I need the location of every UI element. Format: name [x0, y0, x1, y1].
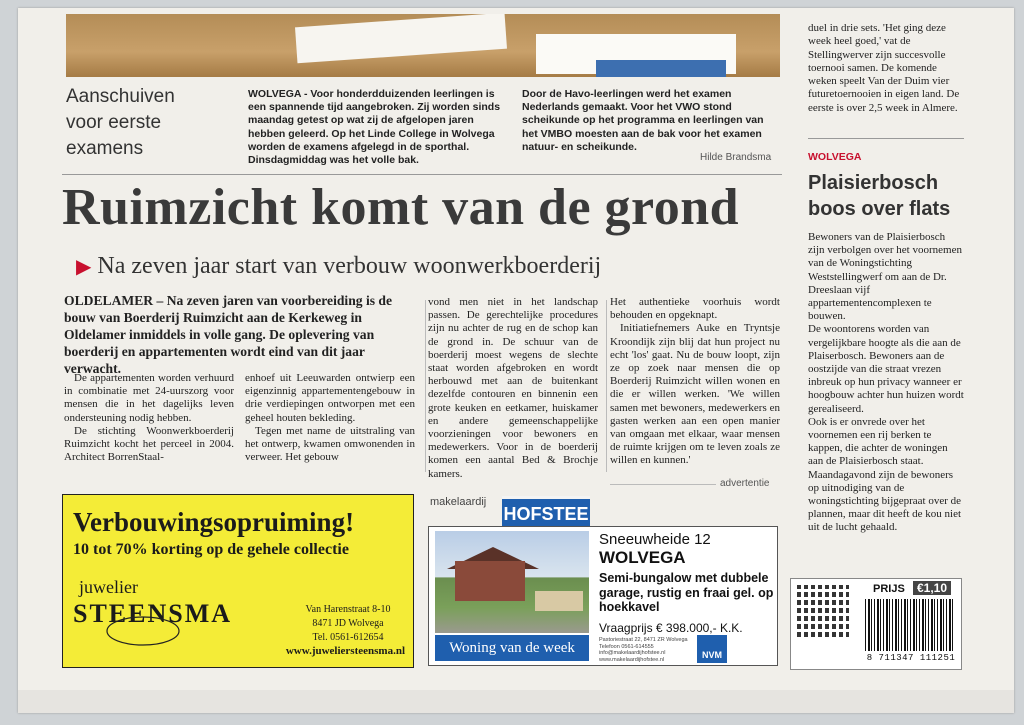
hofstee-logo: HOFSTEE: [502, 496, 590, 529]
paragraph: Het authentieke voorhuis wordt behouden en opgeknapt.: [610, 296, 780, 322]
kicker-line: voor eerste: [66, 112, 162, 133]
hofstee-ad[interactable]: [426, 494, 778, 666]
price-box: [790, 578, 962, 670]
paragraph: enhoef uit Leeuwarden ontwierp een eigenzinnig appartementengebouw in drie verdiepingen ontworpen met een geheel houten bekleding.: [245, 372, 415, 424]
contact-line: Pastoriestraat 22, 8471 ZR Wolvega: [599, 637, 688, 643]
ad-subtitle: 10 tot 70% korting op de gehele collectie: [73, 541, 349, 558]
garage: [535, 591, 583, 611]
nvm-logo: NVM: [697, 635, 727, 663]
paragraph: Tegen met name de uitstraling van het ontwerp, kwamen omwonenden in verweer. Het gebouw: [245, 424, 415, 464]
paragraph: Ook is er onvrede over het voornemen een rij berken te kappen, die achter de woningen aan de Plaisierbosch staat. Maandagavond zijn de bewoners op uitnodiging van de woningstichting bijgepraat over de plannen, maar dit heeft de kou niet uit de lucht gehaald.: [808, 415, 962, 534]
house-price: Vraagprijs € 398.000,- K.K.: [599, 621, 743, 635]
contact-line: www.makelaardijhofstee.nl: [599, 656, 665, 663]
main-headline: Ruimzicht komt van de grond: [62, 179, 740, 236]
barcode-number: 8 711347 111251: [866, 653, 956, 663]
qr-code-pattern: [797, 585, 849, 637]
makelaardij-label: makelaardij: [430, 496, 487, 508]
house-photo: [435, 531, 589, 633]
advertentie-label: advertentie: [720, 478, 770, 489]
paragraph: Initiatiefnemers Auke en Tryntsje Kroondijk zijn blij dat hun project nu echt 'los' gaat. Nu de bouw loopt, zijn ze op zoek naar mensen die op Boerderij Ruimzicht willen wonen en die er willen werken. 'We willen samen met bewoners, medewerkers en gasten werken aan een open manier van omgaan met elkaar, waar mensen de ruimte krijgen om te leven zoals ze willen en kunnen.': [610, 322, 780, 467]
house-body: [455, 561, 525, 601]
divider: [610, 484, 716, 485]
subhead-text: Na zeven jaar start van verbouw woonwerkboerderij: [97, 253, 602, 279]
woning-banner: Woning van de week: [435, 635, 589, 661]
photo-credit: Hilde Brandsma: [700, 152, 772, 163]
address-line: Tel. 0561-612654: [312, 632, 384, 643]
paragraph: De stichting Woonwerkboerderij Ruimzicht kocht het perceel in 2004. Architect BorrenStaal-: [64, 424, 234, 464]
paragraph: vond men niet in het landschap passen. De gerechtelijke procedures zijn nu achter de rug en de schop kan de grond in. De schuur van de boerderij moest wegens de slechte staat worden afgebroken en wordt herbouwd met aan de buitenkant dezelfde contouren en binnenin een grote keuken en eetkamer, huiskamer en andere gemeenschappelijke voorzieningen voor bewoners en medewerkers. Voor in de boerderij komen een aantal Bed & Brochje kamers.: [428, 296, 598, 480]
top-story-kicker: [66, 84, 186, 162]
ad-address: [293, 603, 403, 645]
juwelier-ad[interactable]: [62, 494, 414, 668]
divider: [808, 138, 964, 139]
main-subhead: [76, 253, 776, 280]
article-column-2: [245, 372, 415, 464]
column-divider: [606, 300, 607, 472]
address-line: Van Harenstraat 8-10: [305, 604, 391, 615]
ad-website[interactable]: www.juweliersteensma.nl: [285, 645, 405, 657]
top-story-intro-left: WOLVEGA - Voor honderdduizenden leerlingen is een spannende tijd aangebroken. Zij worden sinds maandag getest op wat zij de afgelopen jaren hebben geleerd. Op het Linde College in Wolvega worden de examens afgelegd in de sporthal. Dinsdagmiddag was het volle bak.: [248, 88, 501, 167]
price-label: PRIJS: [873, 583, 905, 595]
side-article-body: [808, 231, 964, 535]
sport-story-tail: duel in drie sets. 'Het ging deze week heel goed,' vat de Stellingwerver zijn succesvolle toernooi samen. De komende weken speelt Van der Duim vier futuretoernooien in eigen land. De eerste is over 2,5 week in Almere.: [808, 22, 960, 114]
page-bottom-margin: [18, 690, 1014, 713]
side-headline: Plaisierbosch boos over flats: [808, 172, 951, 220]
paragraph: De appartementen worden verhuurd in combinatie met 24-uurszorg voor mensen die in het dagelijks leven ondersteuning nodig hebben.: [64, 372, 234, 424]
house-description: Semi-bungalow met dubbele garage, rustig en fraai gel. op hoekkavel: [599, 571, 774, 614]
ad-title: Verbouwingsopruiming!: [73, 507, 355, 537]
paragraph: Bewoners van de Plaisierbosch zijn verbolgen over het voornemen van de Woningstichting Weststellingwerf om aan de Dr. Dreeslaan vijf appartementencomplexen te bouwen.: [808, 231, 962, 323]
kicker-line: examens: [66, 138, 144, 159]
ad-brand-name: STEENSMA: [73, 599, 233, 628]
barcode-icon: [865, 599, 955, 651]
article-column-1: [64, 372, 234, 464]
contact-line: Telefoon 0561-614555: [599, 643, 654, 650]
hofstee-frame: [428, 526, 778, 666]
house-street: Sneeuwheide 12: [599, 531, 711, 548]
ring-logo-icon: [103, 611, 183, 651]
exam-photo: [66, 14, 780, 77]
address-line: 8471 JD Wolvega: [312, 618, 384, 629]
contact-line: info@makelaardijhofstee.nl: [599, 650, 666, 656]
top-story-intro-right: Door de Havo-leerlingen werd het examen Nederlands gemaakt. Voor het VWO stond scheikunde op het programma en leerlingen van het VMBO moesten aan de bak voor het examen natuur- en scheikunde.: [522, 88, 764, 153]
kicker-line: Aanschuiven: [66, 86, 175, 107]
ad-juwelier-label: juwelier: [79, 577, 138, 597]
arrow-icon: ▶: [76, 256, 92, 278]
article-column-4: [610, 296, 780, 468]
article-column-3: [428, 296, 598, 481]
paragraph: De woontorens worden van vergelijkbare hoogte als die aan de Plaiserbosch. Bewoners aan de oostzijde van die straat vrezen inbreuk op hun privacy wanneer er hoogbouw achter hun huizen wordt gerealiseerd.: [808, 323, 964, 415]
column-divider: [425, 300, 426, 472]
hofstee-contact: [599, 637, 695, 663]
article-lead: OLDELAMER – Na zeven jaren van voorbereiding is de bouw van Boerderij Ruimzicht aan de Kerkeweg in Oldelamer inmiddels in volle gang. De oplevering van boerderij en appartementen wordt eind van dit jaar verwacht.: [64, 293, 393, 376]
house-city: WOLVEGA: [599, 548, 686, 567]
price-value: €1,10: [913, 581, 951, 595]
divider: [62, 174, 782, 175]
story-location: WOLVEGA: [808, 151, 862, 163]
